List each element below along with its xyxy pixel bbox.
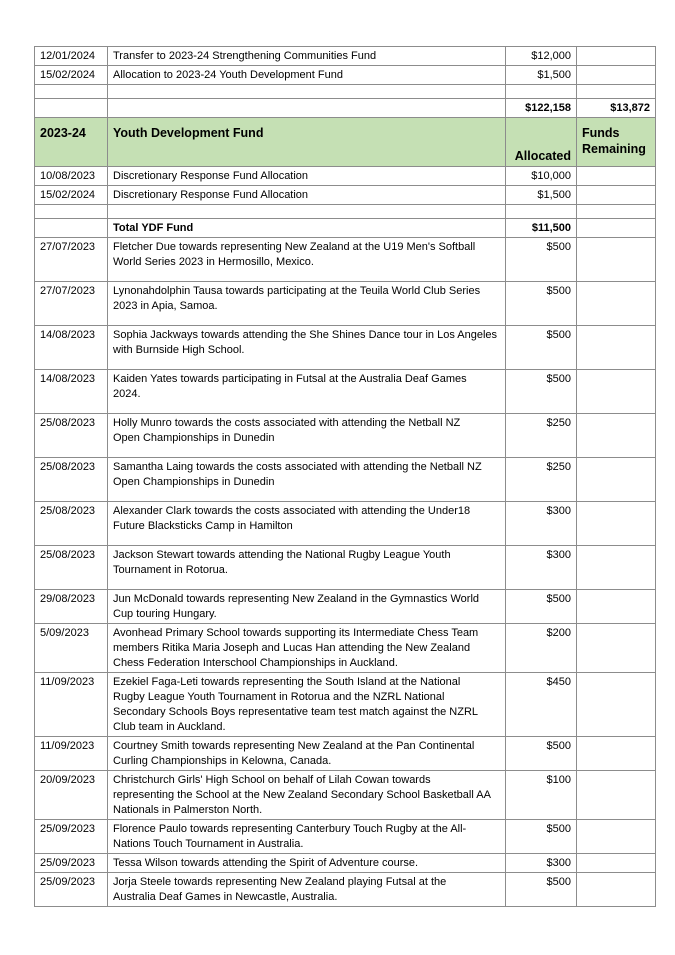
grant-allocated: $300	[506, 854, 577, 873]
grant-allocated: $500	[506, 873, 577, 907]
funds-remaining-label-line1: Funds	[582, 126, 620, 140]
grant-remaining	[577, 502, 656, 546]
grant-allocated: $500	[506, 326, 577, 370]
row-description: Allocation to 2023-24 Youth Development Fund	[108, 66, 506, 85]
row-remaining	[577, 186, 656, 205]
total-remaining: $13,872	[577, 99, 656, 118]
grant-remaining	[577, 673, 656, 737]
grant-description-line-2: Tournament in Rotorua.	[113, 564, 228, 576]
grant-allocated: $300	[506, 546, 577, 590]
grant-allocated: $100	[506, 771, 577, 820]
ydf-year: 2023-24	[35, 118, 108, 167]
grant-row	[35, 854, 656, 873]
row-remaining	[577, 47, 656, 66]
row-description: Discretionary Response Fund Allocation	[108, 167, 506, 186]
row-allocated: $1,500	[506, 66, 577, 85]
grant-date: 20/09/2023	[35, 771, 108, 820]
grant-description	[108, 414, 506, 458]
grant-description-line-2: members Ritika Maria Joseph and Lucas Han attending the New Zealand	[113, 642, 471, 654]
grant-description-line-1: Fletcher Due towards representing New Zealand at the U19 Men's Softball	[113, 241, 476, 253]
ydf-title: Youth Development Fund	[108, 118, 506, 167]
grant-description-line-2: Future Blacksticks Camp in Hamilton	[113, 520, 293, 532]
grant-remaining	[577, 590, 656, 624]
funds-table-container	[34, 46, 655, 907]
grant-date: 25/09/2023	[35, 820, 108, 854]
funds-remaining-label-line2: Remaining	[582, 142, 646, 156]
grant-description	[108, 590, 506, 624]
empty-row	[35, 205, 656, 219]
row-date: 12/01/2024	[35, 47, 108, 66]
grant-description-line-3: Secondary Schools Boys representative team test match against the NZRL	[113, 706, 479, 718]
grant-description-line-1: Courtney Smith towards representing New Zealand at the Pan Continental	[113, 740, 475, 752]
grant-date: 5/09/2023	[35, 624, 108, 673]
grant-description-line-3: Chess Federation Interschool Championships in Auckland.	[113, 657, 398, 669]
row-remaining	[577, 167, 656, 186]
row-date: 15/02/2024	[35, 186, 108, 205]
funds-table	[34, 46, 656, 907]
grant-row	[35, 590, 656, 624]
grant-allocated: $200	[506, 624, 577, 673]
grant-allocated: $500	[506, 238, 577, 282]
grant-allocated: $500	[506, 820, 577, 854]
grant-description	[108, 238, 506, 282]
table-row	[35, 47, 656, 66]
grant-description	[108, 370, 506, 414]
grant-description-line-2: Australia Deaf Games in Newcastle, Australia.	[113, 891, 338, 903]
grant-date: 11/09/2023	[35, 737, 108, 771]
grant-row	[35, 737, 656, 771]
grant-date: 14/08/2023	[35, 370, 108, 414]
total-allocated: $122,158	[506, 99, 577, 118]
grant-description	[108, 771, 506, 820]
grant-allocated: $450	[506, 673, 577, 737]
grant-allocated: $250	[506, 458, 577, 502]
grant-description	[108, 458, 506, 502]
grant-description-line-1: Jackson Stewart towards attending the National Rugby League Youth	[113, 549, 451, 561]
grant-description-line-1: Sophia Jackways towards attending the She Shines Dance tour in Los Angeles	[113, 329, 498, 341]
grant-description	[108, 854, 506, 873]
grant-description-line-1: Ezekiel Faga-Leti towards representing the South Island at the National	[113, 676, 461, 688]
row-description: Discretionary Response Fund Allocation	[108, 186, 506, 205]
grant-row	[35, 624, 656, 673]
grant-description-line-2: Rugby League Youth Tournament in Rotorua and the NZRL National	[113, 691, 445, 703]
grant-description-line-2: Open Championships in Dunedin	[113, 432, 275, 444]
grant-date: 27/07/2023	[35, 282, 108, 326]
table-row	[35, 186, 656, 205]
grant-remaining	[577, 458, 656, 502]
grant-description-line-1: Alexander Clark towards the costs associated with attending the Under18	[113, 505, 471, 517]
grant-remaining	[577, 282, 656, 326]
grant-remaining	[577, 414, 656, 458]
grant-description-line-2: with Burnside High School.	[113, 344, 245, 356]
grant-allocated: $300	[506, 502, 577, 546]
grant-remaining	[577, 820, 656, 854]
grant-row	[35, 502, 656, 546]
grant-remaining	[577, 546, 656, 590]
grant-description-line-2: 2024.	[113, 388, 141, 400]
grant-date: 11/09/2023	[35, 673, 108, 737]
grant-description-line-4: Club team in Auckland.	[113, 721, 226, 733]
grant-remaining	[577, 854, 656, 873]
grant-description-line-1: Holly Munro towards the costs associated with attending the Netball NZ	[113, 417, 461, 429]
grant-description	[108, 737, 506, 771]
grant-allocated: $500	[506, 737, 577, 771]
grant-allocated: $500	[506, 282, 577, 326]
row-description: Transfer to 2023-24 Strengthening Communities Fund	[108, 47, 506, 66]
grant-row	[35, 414, 656, 458]
grant-description-line-2: Nations Touch Tournament in Australia.	[113, 838, 304, 850]
grant-description-line-2: Cup touring Hungary.	[113, 608, 217, 620]
grant-remaining	[577, 370, 656, 414]
row-date: 15/02/2024	[35, 66, 108, 85]
row-allocated: $10,000	[506, 167, 577, 186]
grant-allocated: $250	[506, 414, 577, 458]
grant-row	[35, 458, 656, 502]
grant-description	[108, 873, 506, 907]
grant-row	[35, 771, 656, 820]
grant-date: 25/08/2023	[35, 458, 108, 502]
grant-description-line-3: Nationals in Palmerston North.	[113, 804, 263, 816]
grant-description-line-2: World Series 2023 in Hermosillo, Mexico.	[113, 256, 314, 268]
grant-remaining	[577, 238, 656, 282]
grant-description-line-2: Open Championships in Dunedin	[113, 476, 275, 488]
grant-date: 25/08/2023	[35, 502, 108, 546]
grant-description-line-2: Curling Championships in Kelowna, Canada.	[113, 755, 332, 767]
grant-description-line-1: Avonhead Primary School towards supporting its Intermediate Chess Team	[113, 627, 479, 639]
grant-date: 25/09/2023	[35, 873, 108, 907]
grant-row	[35, 820, 656, 854]
total-ydf-label: Total YDF Fund	[108, 219, 506, 238]
funds-remaining-column-header	[577, 118, 656, 167]
ydf-header-row	[35, 118, 656, 167]
grant-description	[108, 546, 506, 590]
grant-row	[35, 673, 656, 737]
grant-description	[108, 624, 506, 673]
grant-description-line-1: Jun McDonald towards representing New Zealand in the Gymnastics World	[113, 593, 480, 605]
total-ydf-row	[35, 219, 656, 238]
row-date: 10/08/2023	[35, 167, 108, 186]
grant-description	[108, 282, 506, 326]
grant-date: 25/08/2023	[35, 546, 108, 590]
grant-description-line-1: Tessa Wilson towards attending the Spirit of Adventure course.	[113, 857, 419, 869]
grant-row	[35, 873, 656, 907]
table-row	[35, 167, 656, 186]
grant-description-line-2: 2023 in Apia, Samoa.	[113, 300, 218, 312]
grant-description	[108, 326, 506, 370]
empty-row	[35, 85, 656, 99]
grant-remaining	[577, 873, 656, 907]
grant-description-line-1: Kaiden Yates towards participating in Futsal at the Australia Deaf Games	[113, 373, 467, 385]
grant-allocated: $500	[506, 370, 577, 414]
grant-row	[35, 546, 656, 590]
grant-date: 27/07/2023	[35, 238, 108, 282]
grant-row	[35, 282, 656, 326]
grant-row	[35, 370, 656, 414]
row-allocated: $1,500	[506, 186, 577, 205]
grant-remaining	[577, 737, 656, 771]
grant-allocated: $500	[506, 590, 577, 624]
grant-description-line-1: Florence Paulo towards representing Canterbury Touch Rugby at the All-	[113, 823, 467, 835]
table-row	[35, 66, 656, 85]
grant-remaining	[577, 624, 656, 673]
grant-remaining	[577, 771, 656, 820]
total-ydf-allocated: $11,500	[506, 219, 577, 238]
grant-date: 14/08/2023	[35, 326, 108, 370]
grant-description	[108, 502, 506, 546]
grant-description-line-1: Samantha Laing towards the costs associated with attending the Netball NZ	[113, 461, 482, 473]
grant-date: 25/08/2023	[35, 414, 108, 458]
grant-row	[35, 238, 656, 282]
grant-description	[108, 820, 506, 854]
grant-row	[35, 326, 656, 370]
totals-row	[35, 99, 656, 118]
grant-date: 25/09/2023	[35, 854, 108, 873]
grant-remaining	[577, 326, 656, 370]
grant-description-line-1: Christchurch Girls' High School on behalf of Lilah Cowan towards	[113, 774, 431, 786]
grant-description	[108, 673, 506, 737]
grant-description-line-2: representing the School at the New Zealand Secondary School Basketball AA	[113, 789, 491, 801]
grant-description-line-1: Jorja Steele towards representing New Zealand playing Futsal at the	[113, 876, 447, 888]
grant-description-line-1: Lynonahdolphin Tausa towards participating at the Teuila World Club Series	[113, 285, 481, 297]
allocated-column-header: Allocated	[506, 118, 577, 167]
row-allocated: $12,000	[506, 47, 577, 66]
row-remaining	[577, 66, 656, 85]
grant-date: 29/08/2023	[35, 590, 108, 624]
